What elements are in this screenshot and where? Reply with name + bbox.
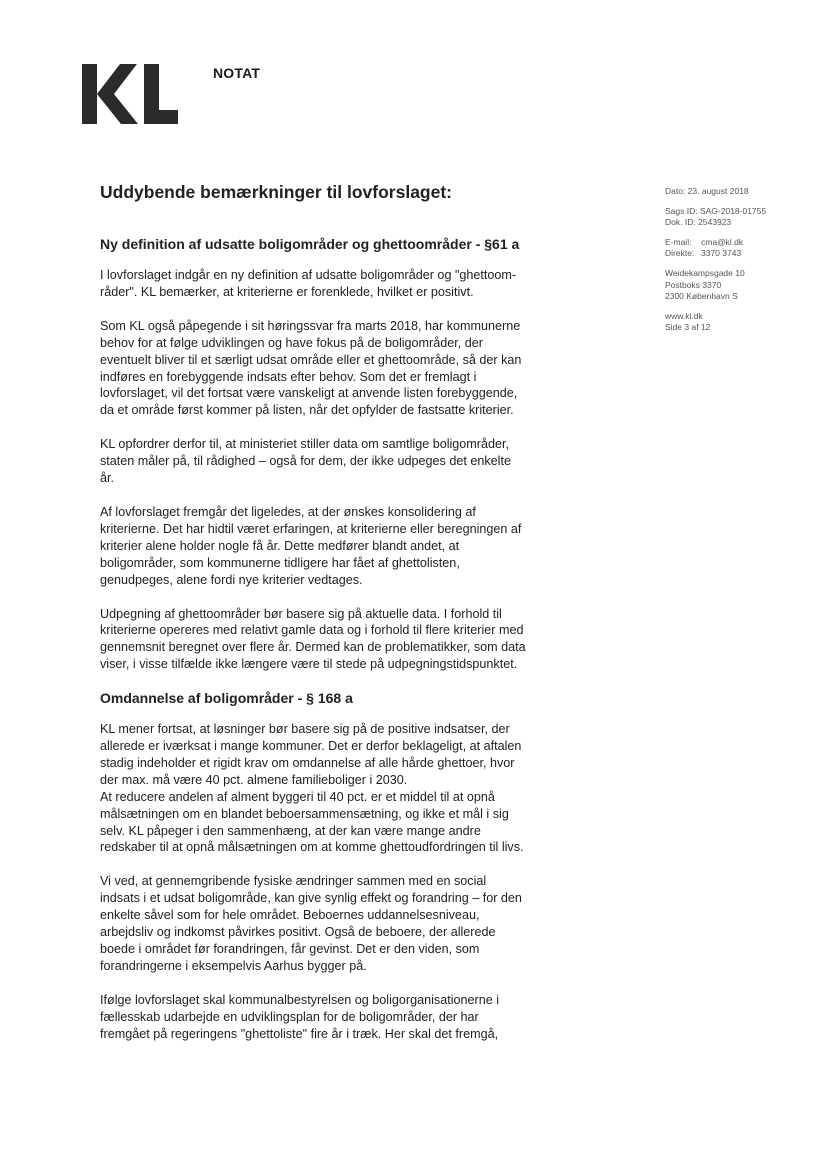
text-line: At reducere andelen af alment byggeri til 40 pct. er et middel til at opnå: [100, 789, 495, 804]
text-line: fremgået på regeringens "ghettoliste" fire år i træk. Her skal det fremgå,: [100, 1026, 499, 1041]
phone-value: 3370 3743: [701, 248, 742, 259]
text-line: Udpegning af ghettoområder bør basere sig på aktuelle data. I forhold til: [100, 606, 502, 621]
section-1-body: [100, 267, 552, 673]
document-body: [100, 182, 552, 1060]
text-line: I lovforslaget indgår en ny definition af udsatte boligområder og "ghettoom-: [100, 268, 517, 282]
address-city: 2300 København S: [665, 291, 738, 302]
paragraph: [100, 606, 552, 674]
phone-label: Direkte:: [665, 248, 695, 259]
text-line: år.: [100, 471, 115, 486]
text-line: målsætningen om en blandet beboersammensætning, og ikke et mål i sig: [100, 806, 509, 821]
text-line: allerede er iværksat i mange kommuner. Det er derfor beklageligt, at aftalen: [100, 739, 522, 754]
text-line: kriterierne. Det har hidtil været erfaringen, at kriterierne eller beregningen af: [100, 521, 522, 536]
text-line: enkelte såvel som for hele området. Beboernes uddannelsesniveau,: [100, 908, 480, 923]
text-line: kriterier alene holder nogle få år. Dette medfører blandt andet, at: [100, 538, 460, 553]
text-line: KL opfordrer derfor til, at ministeriet stiller data om samtlige boligområder,: [100, 437, 510, 452]
email-row: [665, 237, 815, 249]
text-line: fællesskab udarbejde en udviklingsplan for de boligområder, der har: [100, 1009, 479, 1024]
text-line: staten måler på, til rådighed – også for dem, der ikke udpeges det enkelte: [100, 454, 511, 469]
text-line: Af lovforslaget fremgår det ligeledes, at der ønskes konsolidering af: [100, 504, 476, 519]
text-line: gennemsnit beregnet over flere år. Dermed kan de problematikker, som data: [100, 640, 526, 655]
page-number: Side 3 af 12: [665, 322, 711, 333]
address-box: Postboks 3370: [665, 279, 722, 290]
section-2-body: [100, 721, 552, 1042]
text-line: genudpeges, alene fordi nye kriterier vedtages.: [100, 572, 363, 587]
text-line: viser, i visse tilfælde ikke længere være til stede på udpegningstidspunktet.: [100, 657, 518, 672]
paragraph: [100, 436, 552, 487]
text-line: indsats i et udsat boligområde, kan give synlig effekt og forandring – for den: [100, 891, 522, 906]
address-street: Weidekampsgade 10: [665, 267, 745, 278]
document-metadata: [665, 186, 815, 342]
email-value: cma@kl.dk: [701, 236, 744, 247]
paragraph: [100, 504, 552, 589]
paragraph: [100, 873, 552, 974]
text-line: Som KL også påpegende i sit høringssvar fra marts 2018, har kommunerne: [100, 318, 521, 333]
text-line: stadig indeholder et rigidt krav om omdannelse af alle hårde ghettoer, hvor: [100, 755, 515, 770]
paragraph: [100, 721, 552, 856]
text-line: Ifølge lovforslaget skal kommunalbestyrelsen og boligorganisationerne i: [100, 992, 500, 1007]
document-type: NOTAT: [213, 65, 261, 81]
text-line: kriterierne opereres med relativt gamle data og i forhold til flere kriterier med: [100, 623, 524, 638]
paragraph: [100, 318, 552, 419]
website: www.kl.dk: [665, 310, 703, 321]
text-line: råder". KL bemærker, at kriterierne er forenklede, hvilket er positivt.: [100, 284, 474, 299]
sags-id: Sags ID: SAG-2018-01755: [665, 205, 767, 216]
kl-logo: [82, 64, 178, 124]
text-line: behov for at følge udviklingen og have fokus på de boligområder, der: [100, 335, 483, 350]
text-line: eventuelt bliver til et særligt udsat område eller et ghettoområde, så der kan: [100, 352, 522, 367]
text-line: redskaber til at opnå målsætningen om at komme ghettoudfordringen til livs.: [100, 840, 524, 855]
paragraph: [100, 992, 552, 1043]
section-heading: Omdannelse af boligområder - § 168 a: [100, 690, 353, 707]
text-line: der max. må være 40 pct. almene familieboliger i 2030.: [100, 772, 408, 787]
text-line: KL mener fortsat, at løsninger bør basere sig på de positive indsatser, der: [100, 722, 510, 737]
text-line: lovforslaget, vil det fortsat være vanskeligt at anvende listen forebyggende,: [100, 386, 518, 401]
text-line: boede i området før forandringen, får gevinst. Det er den viden, som: [100, 942, 480, 956]
phone-row: [665, 248, 815, 260]
text-line: forandringerne i eksempelvis Aarhus bygger på.: [100, 958, 367, 973]
text-line: da et område først kommer på listen, når det opfylder de fastsatte kriterier.: [100, 403, 514, 418]
section-heading: Ny definition af udsatte boligområder og ghettoområder - §61 a: [100, 236, 520, 252]
document-title: Uddybende bemærkninger til lovforslaget:: [100, 182, 452, 202]
text-line: Vi ved, at gennemgribende fysiske ændringer sammen med en social: [100, 874, 487, 889]
text-line: arbejdsliv og indkomst påvirkes positivt. Også de beboere, der allerede: [100, 925, 496, 940]
dok-id: Dok. ID: 2543923: [665, 217, 732, 228]
text-line: boligområder, som kommunerne tidligere har fået af ghettolisten,: [100, 555, 460, 570]
text-line: selv. KL påpeger i den sammenhæng, at der kan være mange andre: [100, 823, 481, 838]
text-line: indføres en forebyggende indsats efter behov. Som det er fremlagt i: [100, 369, 477, 384]
paragraph: [100, 267, 552, 301]
email-label: E-mail:: [665, 236, 692, 247]
date: Dato: 23. august 2018: [665, 186, 749, 196]
